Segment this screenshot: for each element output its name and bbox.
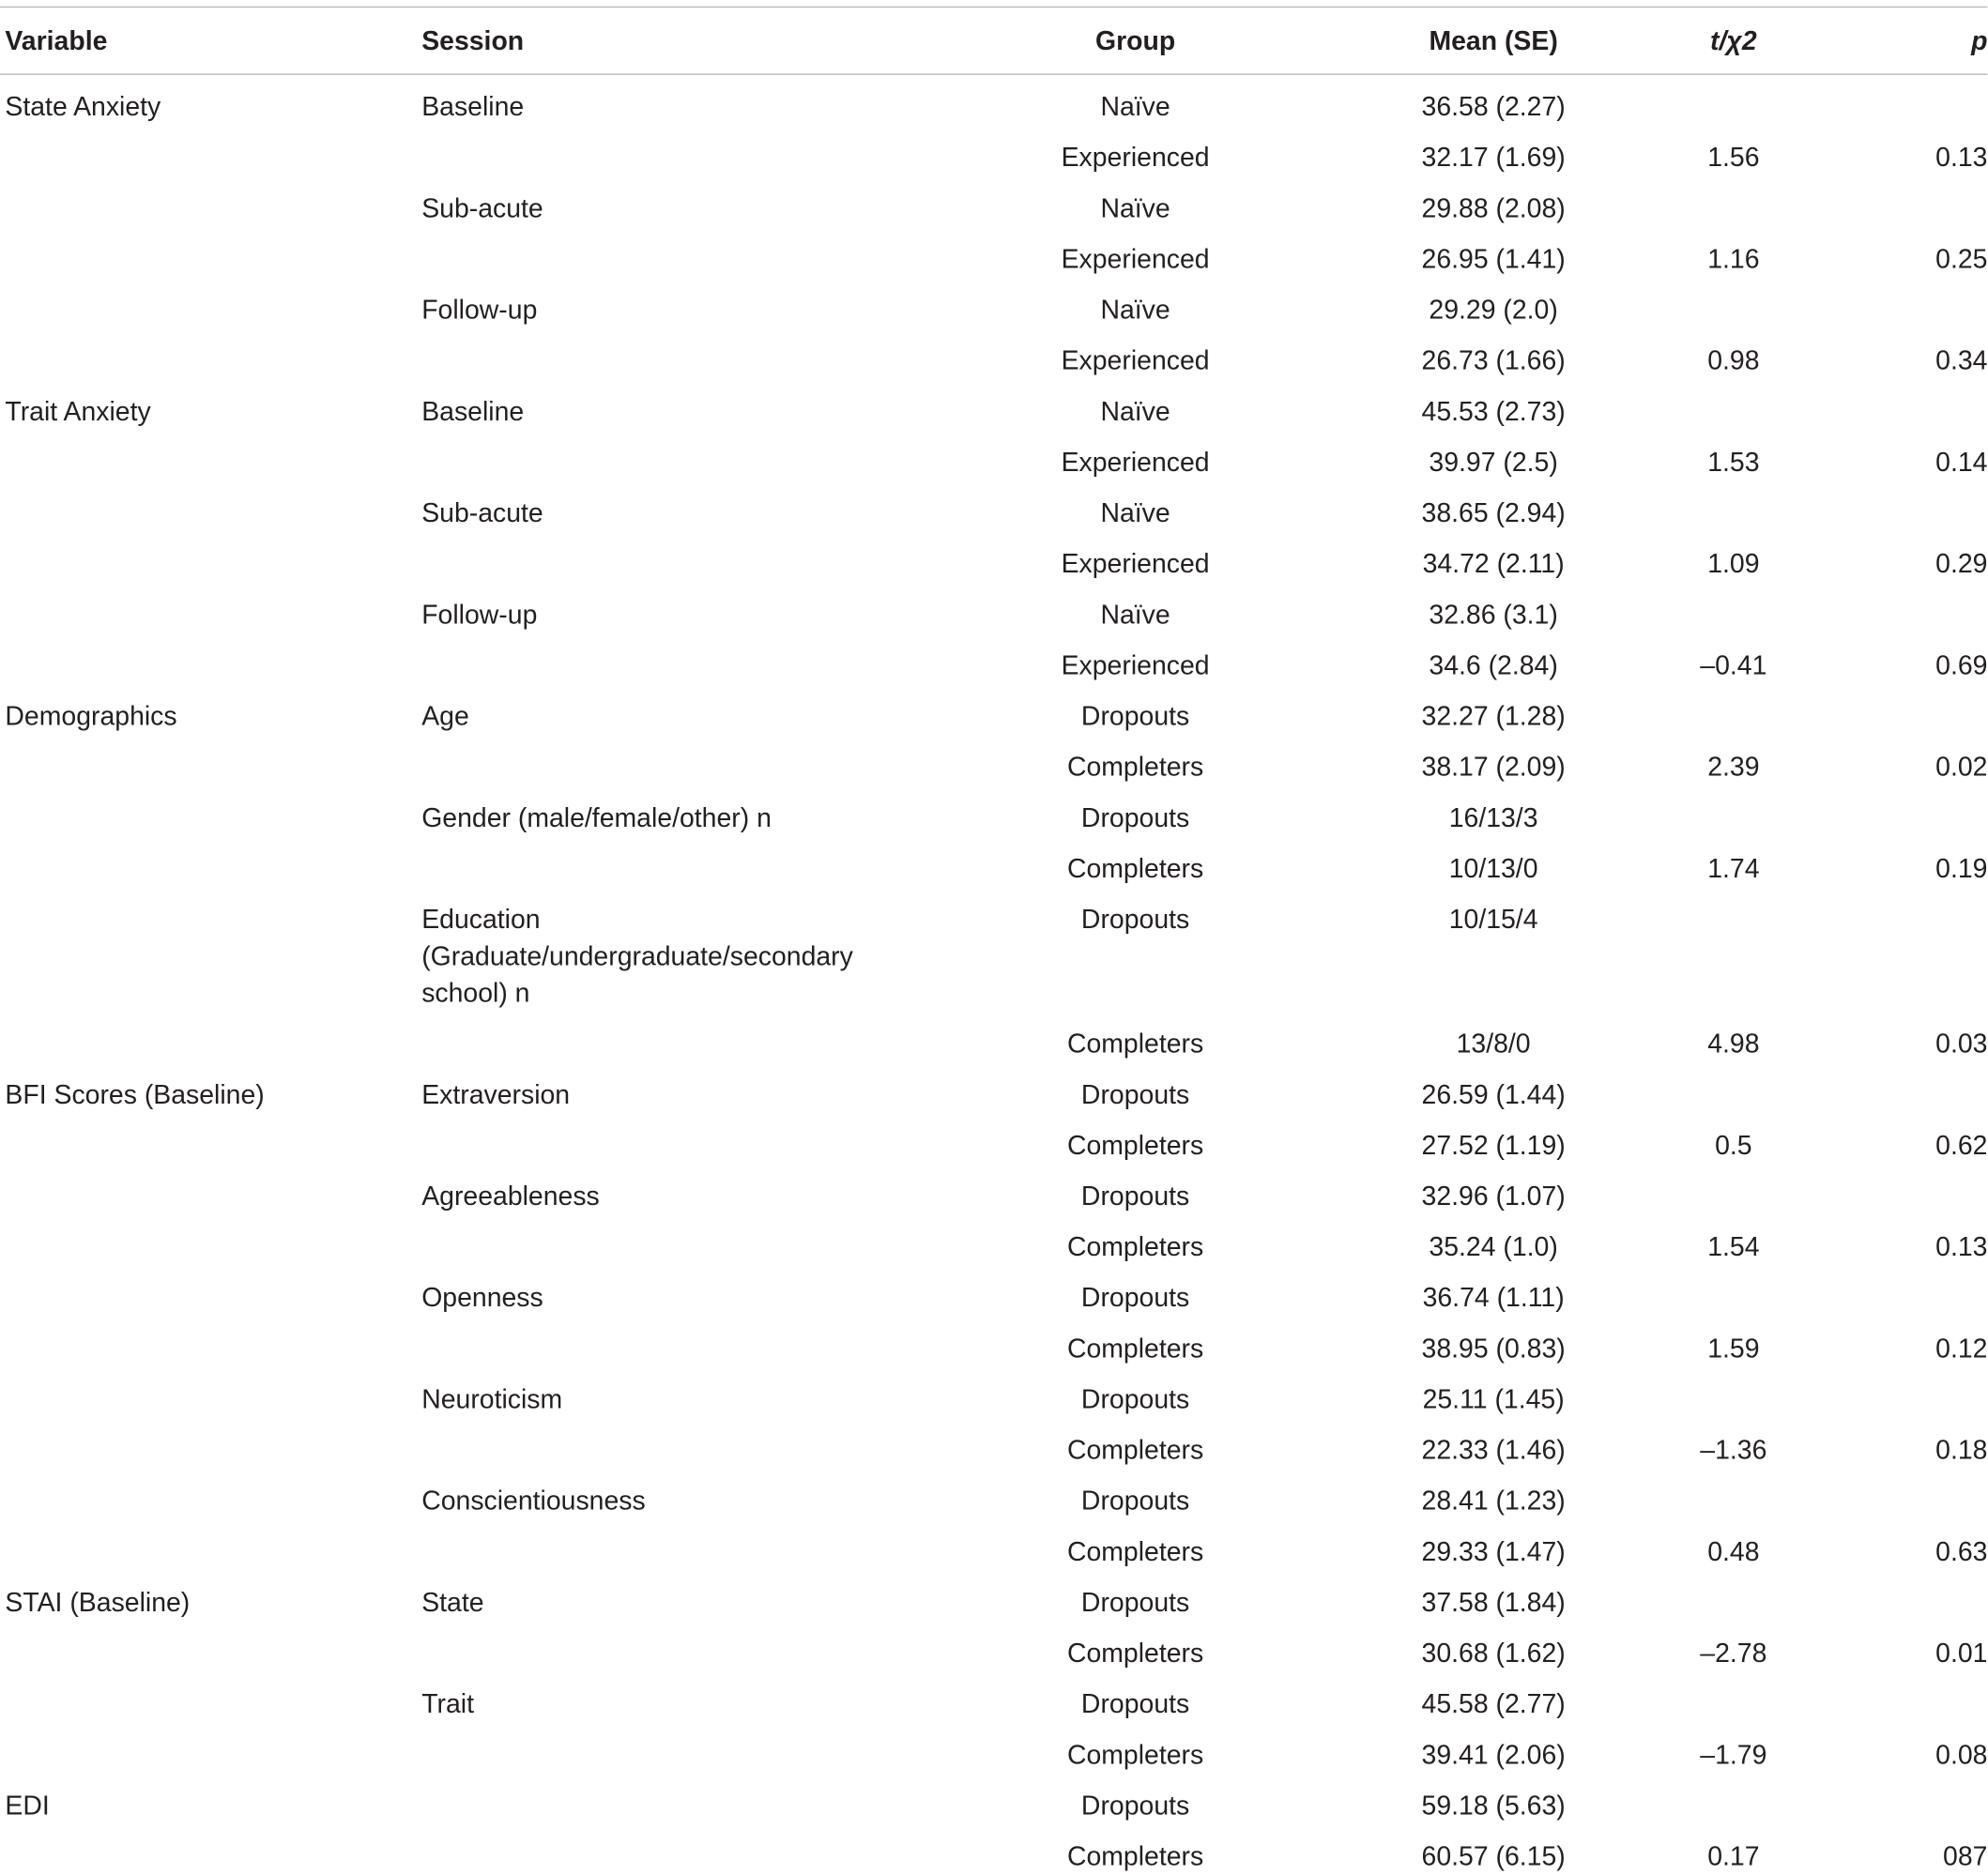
cell-t-chi: 4.98 xyxy=(1707,1029,1760,1059)
table-row xyxy=(0,176,1987,227)
cell-group: Completers xyxy=(1066,1436,1204,1466)
cell-group: Completers xyxy=(1066,1131,1204,1161)
cell-group: Experienced xyxy=(1061,143,1210,174)
cell-mean-se: 32.27 (1.28) xyxy=(1421,702,1566,732)
cell-group: Experienced xyxy=(1061,346,1210,376)
cell-group: Naïve xyxy=(1100,296,1170,326)
cell-session: Baseline xyxy=(421,92,525,122)
table-row xyxy=(0,1114,1987,1165)
header-mean-se: Mean (SE) xyxy=(1429,25,1558,55)
cell-mean-se: 16/13/3 xyxy=(1448,803,1538,833)
cell-group: Completers xyxy=(1066,753,1204,783)
cell-p: 0.69 xyxy=(1935,651,1988,681)
table-row xyxy=(0,1215,1987,1266)
cell-mean-se: 10/15/4 xyxy=(1448,905,1538,935)
table-row xyxy=(0,380,1987,431)
cell-group: Completers xyxy=(1066,1232,1204,1262)
cell-session: Openness xyxy=(421,1283,543,1314)
cell-mean-se: 38.17 (2.09) xyxy=(1421,753,1566,783)
table-row xyxy=(0,1062,1987,1113)
cell-mean-se: 36.74 (1.11) xyxy=(1422,1283,1565,1314)
table-row xyxy=(0,126,1987,176)
cell-group: Completers xyxy=(1066,1639,1204,1669)
cell-p: 0.08 xyxy=(1935,1740,1988,1771)
cell-mean-se: 26.73 (1.66) xyxy=(1421,346,1566,376)
table-row xyxy=(0,1774,1987,1824)
cell-p: 0.13 xyxy=(1935,1232,1988,1262)
cell-t-chi: 1.53 xyxy=(1707,448,1760,478)
cell-variable: State Anxiety xyxy=(5,92,161,122)
cell-mean-se: 32.17 (1.69) xyxy=(1421,143,1566,174)
cell-variable: STAI (Baseline) xyxy=(5,1588,191,1618)
cell-session: Trait xyxy=(421,1689,474,1719)
cell-mean-se: 32.96 (1.07) xyxy=(1421,1181,1566,1212)
table-header-row xyxy=(0,8,1987,73)
table-row xyxy=(0,1165,1987,1215)
cell-mean-se: 10/13/0 xyxy=(1448,854,1538,884)
cell-variable: BFI Scores (Baseline) xyxy=(5,1080,265,1110)
header-group: Group xyxy=(1094,25,1176,55)
cell-t-chi: 1.16 xyxy=(1707,245,1760,275)
cell-mean-se: 45.53 (2.73) xyxy=(1421,397,1566,427)
cell-p: 0.62 xyxy=(1935,1131,1988,1161)
cell-group: Completers xyxy=(1066,1334,1204,1364)
cell-group: Dropouts xyxy=(1080,1689,1190,1719)
table-row xyxy=(0,278,1987,328)
cell-variable: Trait Anxiety xyxy=(5,397,151,427)
cell-t-chi: –2.78 xyxy=(1700,1639,1767,1669)
cell-session: Follow-up xyxy=(421,296,538,326)
cell-mean-se: 34.72 (2.11) xyxy=(1422,549,1565,579)
cell-t-chi: 2.39 xyxy=(1707,753,1760,783)
cell-t-chi: 0.98 xyxy=(1707,346,1760,376)
cell-mean-se: 13/8/0 xyxy=(1456,1029,1531,1059)
cell-session: Conscientiousness xyxy=(421,1486,646,1517)
cell-p: 0.63 xyxy=(1935,1537,1988,1567)
cell-mean-se: 29.29 (2.0) xyxy=(1429,296,1558,326)
cell-group: Dropouts xyxy=(1080,702,1190,732)
table-row xyxy=(0,633,1987,684)
cell-mean-se: 28.41 (1.23) xyxy=(1421,1486,1566,1517)
cell-session: Agreeableness xyxy=(421,1181,600,1212)
cell-p: 0.34 xyxy=(1935,346,1988,376)
cell-p: 0.03 xyxy=(1935,1029,1988,1059)
cell-mean-se: 38.95 (0.83) xyxy=(1421,1334,1566,1364)
table-row xyxy=(0,684,1987,735)
cell-t-chi: –1.36 xyxy=(1700,1436,1767,1466)
cell-mean-se: 26.59 (1.44) xyxy=(1421,1080,1566,1110)
cell-mean-se: 22.33 (1.46) xyxy=(1421,1436,1566,1466)
cell-group: Dropouts xyxy=(1080,1080,1190,1110)
cell-variable: EDI xyxy=(5,1791,50,1822)
cell-p: 087 xyxy=(1943,1842,1988,1872)
table-row xyxy=(0,1723,1987,1774)
cell-session: State xyxy=(421,1588,484,1618)
table-row xyxy=(0,1520,1987,1571)
table-row xyxy=(0,431,1987,481)
table-row xyxy=(0,1824,1987,1875)
table-row xyxy=(0,888,1987,1013)
cell-mean-se: 60.57 (6.15) xyxy=(1421,1842,1566,1872)
table-row xyxy=(0,227,1987,278)
cell-p: 0.25 xyxy=(1935,245,1988,275)
cell-mean-se: 38.65 (2.94) xyxy=(1421,498,1566,528)
cell-t-chi: 0.5 xyxy=(1715,1131,1752,1161)
cell-group: Naïve xyxy=(1100,600,1170,631)
cell-t-chi: 1.59 xyxy=(1707,1334,1760,1364)
cell-group: Naïve xyxy=(1100,397,1170,427)
cell-p: 0.18 xyxy=(1935,1436,1988,1466)
cell-session: Neuroticism xyxy=(421,1385,563,1415)
cell-group: Completers xyxy=(1066,1740,1204,1771)
cell-mean-se: 37.58 (1.84) xyxy=(1421,1588,1566,1618)
table-row xyxy=(0,532,1987,583)
cell-group: Dropouts xyxy=(1080,1791,1190,1822)
cell-mean-se: 35.24 (1.0) xyxy=(1429,1232,1558,1262)
table-row xyxy=(0,735,1987,785)
cell-group: Dropouts xyxy=(1080,803,1190,833)
cell-t-chi: 1.09 xyxy=(1707,549,1760,579)
cell-variable: Demographics xyxy=(5,702,177,732)
cell-p: 0.12 xyxy=(1935,1334,1988,1364)
cell-group: Dropouts xyxy=(1080,1181,1190,1212)
cell-mean-se: 29.33 (1.47) xyxy=(1421,1537,1566,1567)
cell-session: Age xyxy=(421,702,469,732)
cell-group: Experienced xyxy=(1061,245,1210,275)
table-row xyxy=(0,75,1987,126)
header-t-chi: t/χ2 xyxy=(1710,25,1757,55)
table-row xyxy=(0,1571,1987,1622)
cell-mean-se: 39.41 (2.06) xyxy=(1421,1740,1566,1771)
cell-group: Completers xyxy=(1066,1029,1204,1059)
cell-t-chi: 1.54 xyxy=(1707,1232,1760,1262)
cell-mean-se: 39.97 (2.5) xyxy=(1429,448,1558,478)
cell-group: Naïve xyxy=(1100,498,1170,528)
header-session: Session xyxy=(421,25,525,55)
cell-group: Experienced xyxy=(1061,549,1210,579)
cell-group: Naïve xyxy=(1100,194,1170,224)
table-row xyxy=(0,583,1987,633)
table-row xyxy=(0,1469,1987,1519)
cell-session: Education (Graduate/undergraduate/secondary school) n xyxy=(421,905,853,1009)
header-p: p xyxy=(1971,25,1988,55)
cell-session: Gender (male/female/other) n xyxy=(421,803,772,833)
cell-session: Follow-up xyxy=(421,600,538,631)
cell-group: Completers xyxy=(1066,854,1204,884)
cell-mean-se: 34.6 (2.84) xyxy=(1429,651,1558,681)
cell-mean-se: 45.58 (2.77) xyxy=(1421,1689,1566,1719)
cell-group: Dropouts xyxy=(1080,905,1190,935)
table-row xyxy=(0,1622,1987,1672)
cell-group: Naïve xyxy=(1100,92,1170,122)
cell-mean-se: 59.18 (5.63) xyxy=(1421,1791,1566,1822)
table-body xyxy=(0,75,1987,1875)
header-variable: Variable xyxy=(5,25,108,55)
cell-session: Sub-acute xyxy=(421,194,543,224)
cell-mean-se: 29.88 (2.08) xyxy=(1421,194,1566,224)
cell-session: Extraversion xyxy=(421,1080,571,1110)
table-row xyxy=(0,786,1987,837)
cell-mean-se: 27.52 (1.19) xyxy=(1421,1131,1566,1161)
table-row xyxy=(0,328,1987,379)
table-row xyxy=(0,837,1987,888)
cell-t-chi: 0.17 xyxy=(1707,1842,1760,1872)
cell-t-chi: 0.48 xyxy=(1707,1537,1760,1567)
cell-t-chi: –0.41 xyxy=(1700,651,1767,681)
cell-mean-se: 30.68 (1.62) xyxy=(1421,1639,1566,1669)
cell-mean-se: 36.58 (2.27) xyxy=(1421,92,1566,122)
cell-p: 0.14 xyxy=(1935,448,1988,478)
cell-t-chi: –1.79 xyxy=(1700,1740,1767,1771)
cell-session: Sub-acute xyxy=(421,498,543,528)
cell-group: Dropouts xyxy=(1080,1385,1190,1415)
table-row xyxy=(0,1266,1987,1317)
cell-group: Completers xyxy=(1066,1537,1204,1567)
cell-mean-se: 32.86 (3.1) xyxy=(1429,600,1558,631)
cell-session: Baseline xyxy=(421,397,525,427)
cell-group: Dropouts xyxy=(1080,1283,1190,1314)
cell-t-chi: 1.74 xyxy=(1707,854,1760,884)
table-row xyxy=(0,481,1987,532)
cell-group: Dropouts xyxy=(1080,1588,1190,1618)
cell-group: Dropouts xyxy=(1080,1486,1190,1517)
cell-group: Experienced xyxy=(1061,651,1210,681)
cell-p: 0.29 xyxy=(1935,549,1988,579)
table-row xyxy=(0,1012,1987,1062)
table-row xyxy=(0,1367,1987,1418)
cell-group: Experienced xyxy=(1061,448,1210,478)
cell-mean-se: 26.95 (1.41) xyxy=(1421,245,1566,275)
cell-mean-se: 25.11 (1.45) xyxy=(1422,1385,1565,1415)
cell-group: Completers xyxy=(1066,1842,1204,1872)
cell-p: 0.19 xyxy=(1935,854,1988,884)
cell-p: 0.02 xyxy=(1935,753,1988,783)
table-row xyxy=(0,1418,1987,1469)
cell-t-chi: 1.56 xyxy=(1707,143,1760,174)
cell-p: 0.13 xyxy=(1935,143,1988,174)
table-row xyxy=(0,1317,1987,1367)
cell-p: 0.01 xyxy=(1935,1639,1988,1669)
table-row xyxy=(0,1672,1987,1723)
